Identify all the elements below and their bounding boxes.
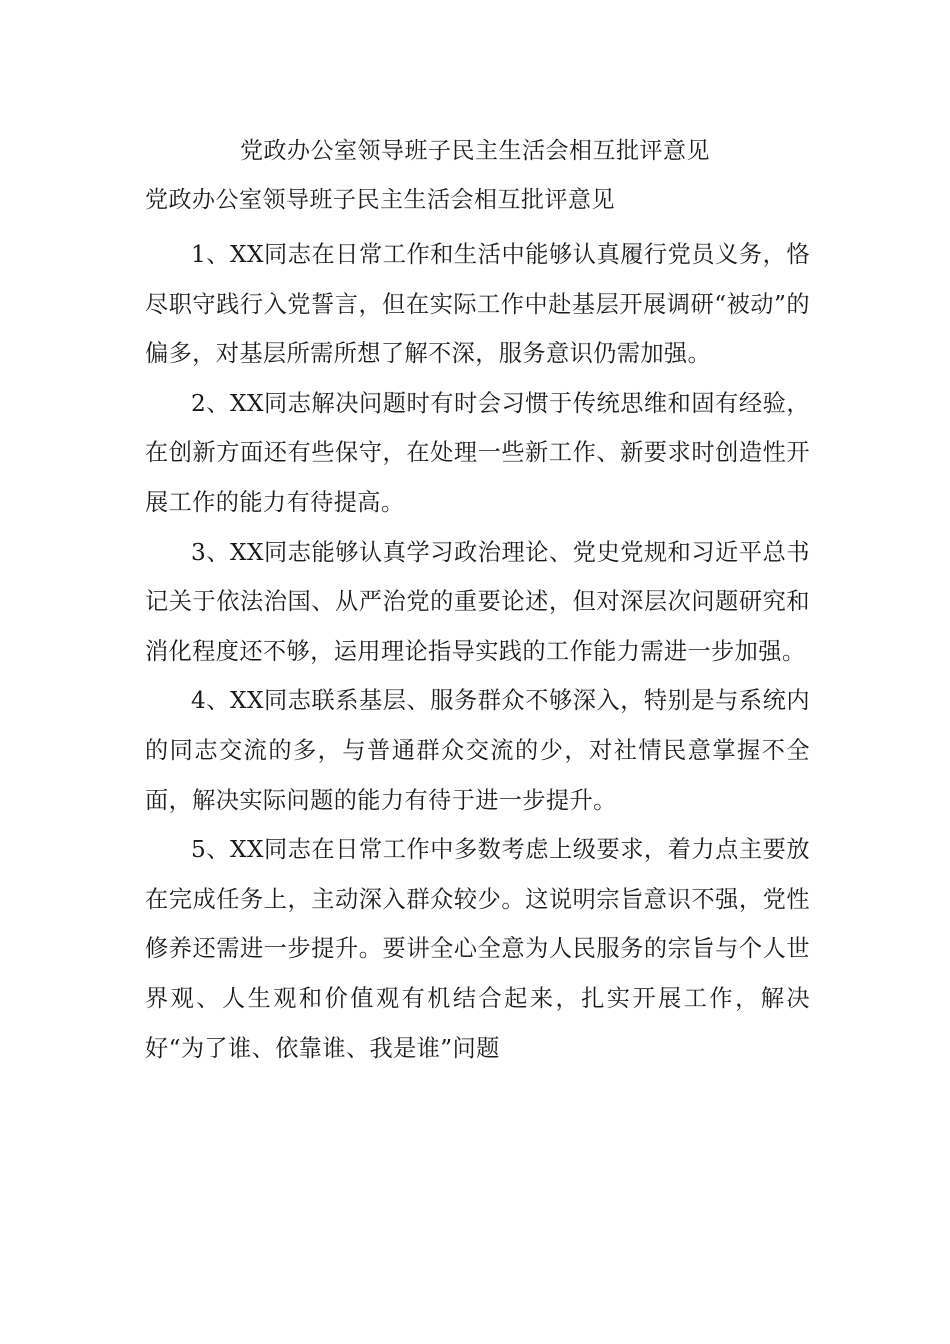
paragraph-4: 4、XX同志联系基层、服务群众不够深入，特别是与系统内的同志交流的多，与普通群众交流的少，对社情民意掌握不全面，解决实际问题的能力有待于进一步提升。 xyxy=(145,687,810,814)
document-title: 党政办公室领导班子民主生活会相互批评意见 xyxy=(240,138,710,164)
paragraph-2: 2、XX同志解决问题时有时会习惯于传统思维和固有经验，在创新方面还有些保守，在处理一些新工作、新要求时创造性开展工作的能力有待提高。 xyxy=(145,389,810,516)
paragraph-3: 3、XX同志能够认真学习政治理论、党史党规和习近平总书记关于依法治国、从严治党的重要论述，但对深层次问题研究和消化程度还不够，运用理论指导实践的工作能力需进一步加强。 xyxy=(145,538,810,665)
paragraph-5: 5、XX同志在日常工作中多数考虑上级要求，着力点主要放在完成任务上，主动深入群众较少。这说明宗旨意识不强，党性修养还需进一步提升。要讲全心全意为人民服务的宗旨与个人世界观、人生观和价值观有机结合起来，扎实开展工作，解决好“为了谁、依靠谁、我是谁”问题 xyxy=(145,836,810,1062)
document-body xyxy=(145,230,810,1073)
document-subtitle: 党政办公室领导班子民主生活会相互批评意见 xyxy=(145,187,615,213)
paragraph-1: 1、XX同志在日常工作和生活中能够认真履行党员义务，恪尽职守践行入党誓言，但在实际工作中赴基层开展调研“被动”的偏多，对基层所需所想了解不深，服务意识仍需加强。 xyxy=(145,241,810,368)
